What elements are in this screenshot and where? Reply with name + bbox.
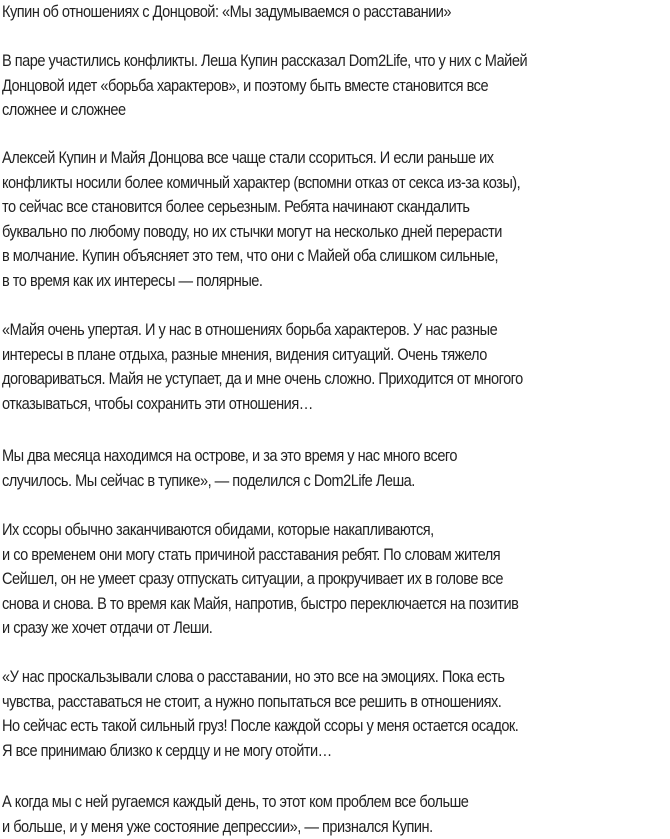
text-line: Донцовой идет «борьба характеров», и поэтому быть вместе становится все	[2, 76, 489, 95]
text-line: случилось. Мы сейчас в тупике», — поделился с Dom2Life Леша.	[2, 471, 415, 490]
paragraph-2	[2, 146, 520, 294]
text-line: Мы два месяца находимся на острове, и за это время у нас много всего	[2, 447, 458, 465]
text-line: Их ссоры обычно заканчиваются обидами, которые накапливаются,	[2, 521, 434, 539]
text-line: сложнее и сложнее	[2, 101, 126, 120]
paragraph-quote-3	[2, 665, 518, 763]
text-line: и со временем они могу стать причиной расставания ребят. По словам жителя	[2, 545, 501, 564]
text-line: В паре участились конфликты. Леша Купин рассказал Dom2Life, что у них с Майей	[2, 52, 528, 70]
paragraph-quote-2	[2, 444, 457, 493]
text-line: в то время как их интересы — полярные.	[2, 271, 263, 290]
text-line: чувства, расставаться не стоит, а нужно попытаться все решить в отношениях.	[2, 692, 502, 711]
text-line: интересы в плане отдыха, разные мнения, видения ситуаций. Очень тяжело	[2, 345, 487, 364]
text-line: буквально по любому поводу, но их стычки могут на несколько дней перерасти	[2, 222, 502, 241]
text-line: то сейчас все становится более серьезным. Ребята начинают скандалить	[2, 198, 470, 217]
text-line: А когда мы с ней ругаемся каждый день, то этот ком проблем все больше	[2, 793, 469, 811]
text-line: Алексей Купин и Майя Донцова все чаще стали ссориться. И если раньше их	[2, 149, 494, 167]
article-title: Купин об отношениях с Донцовой: «Мы задумываемся о расставании»	[2, 3, 452, 21]
paragraph-quote-4	[2, 790, 468, 839]
text-line: отказываться, чтобы сохранить эти отношения…	[2, 394, 313, 413]
text-line: Но сейчас есть такой сильный груз! После каждой ссоры у меня остается осадок.	[2, 717, 519, 736]
paragraph-5	[2, 518, 518, 641]
text-line: и больше, и у меня уже состояние депрессии», — признался Купин.	[2, 817, 433, 836]
paragraph-quote-1	[2, 318, 523, 416]
text-line: и сразу же хочет отдачи от Леши.	[2, 619, 213, 638]
text-line: Сейшел, он не умеет сразу отпускать ситуации, а прокручивает их в голове все	[2, 570, 504, 589]
text-line: Я все принимаю близко к сердцу и не могу отойти…	[2, 741, 332, 760]
text-line: конфликты носили более комичный характер (вспомни отказ от секса из-за козы),	[2, 173, 521, 192]
text-line: «У нас проскальзывали слова о расставании, но это все на эмоциях. Пока есть	[2, 668, 505, 686]
paragraph-intro	[2, 49, 527, 123]
text-line: в молчание. Купин объясняет это тем, что они с Майей оба слишком сильные,	[2, 247, 499, 266]
text-line: «Майя очень упертая. И у нас в отношениях борьба характеров. У нас разные	[2, 321, 498, 339]
text-line: договариваться. Майя не уступает, да и мне очень сложно. Приходится от многого	[2, 370, 523, 389]
text-line: снова и снова. В то время как Майя, напротив, быстро переключается на позитив	[2, 594, 519, 613]
